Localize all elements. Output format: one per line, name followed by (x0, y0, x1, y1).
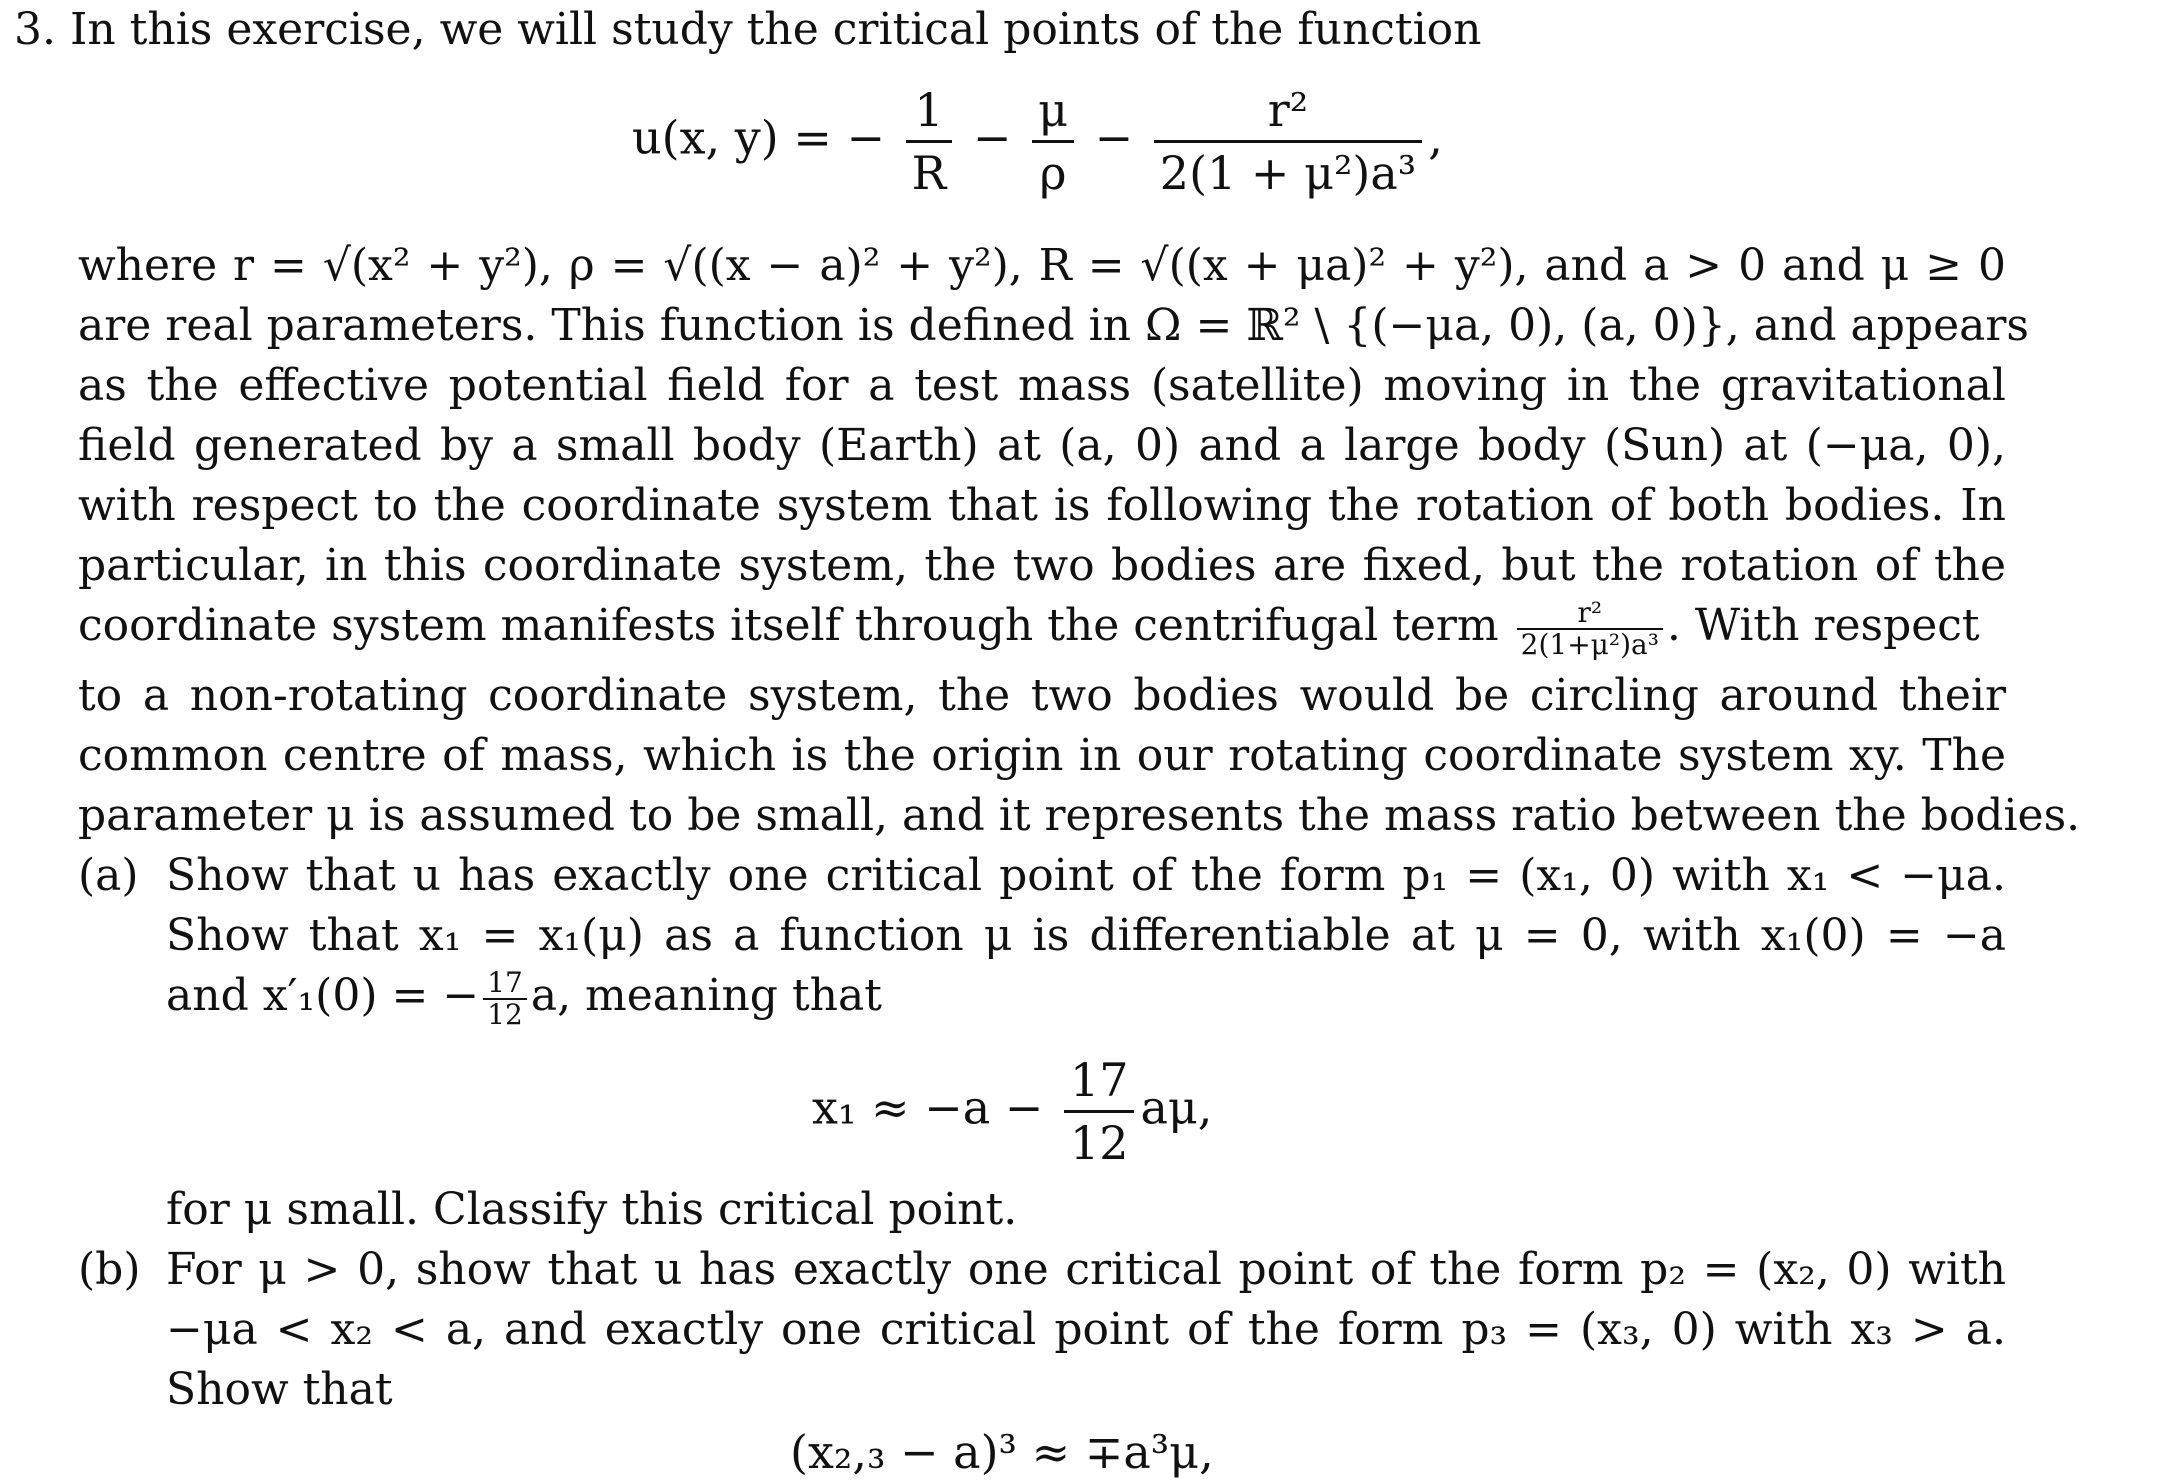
part-b-line-1: For μ > 0, show that u has exactly one critical point of the form p₂ = (x₂, 0) with (166, 1244, 2006, 1295)
part-b-marker: (b) (78, 1244, 141, 1295)
frac-mu-over-rho: $\frac{\mu}{\rho}$ (1032, 80, 1074, 203)
paragraph-line-5: with respect to the coordinate system that is following the rotation of both bodies. In (78, 480, 2006, 531)
frac-17-12: $\frac{17}{12}$ (1064, 1050, 1135, 1173)
paragraph2-line-3: parameter μ is assumed to be small, and it represents the mass ratio between the bodies. (78, 790, 2081, 841)
exercise-intro: 3. In this exercise, we will study the critical points of the function (14, 4, 1482, 55)
paragraph-line-3: as the effective potential field for a test mass (satellite) moving in the gravitational (78, 360, 2006, 411)
function-equation: u(x, y) = − $\frac{1}{R}$ − $\frac{\mu}{\rho}$ − $\frac{\text{r²}}{\text{2(1 + μ²)a³}}$ , (632, 80, 1443, 203)
part-a-line-2: Show that x₁ = x₁(μ) as a function μ is differentiable at μ = 0, with x₁(0) = −a (166, 910, 2006, 961)
part-a-closing: for μ small. Classify this critical point. (166, 1184, 1018, 1235)
part-a-marker: (a) (78, 850, 139, 901)
paragraph-line-1: where r = √(x² + y²), ρ = √((x − a)² + y²), R = √((x + μa)² + y²), and a > 0 and μ ≥ 0 (78, 240, 2006, 291)
paragraph-line-4: field generated by a small body (Earth) at (a, 0) and a large body (Sun) at (−μa, 0), (78, 420, 2006, 471)
part-a-line-1: Show that u has exactly one critical point of the form p₁ = (x₁, 0) with x₁ < −μa. (166, 850, 2006, 901)
paragraph2-line-1: to a non-rotating coordinate system, the two bodies would be circling around their (78, 670, 2006, 721)
paragraph-line-2: are real parameters. This function is defined in Ω = ℝ² \ {(−μa, 0), (a, 0)}, and appears (78, 300, 2029, 351)
frac-centrifugal: $\frac{\text{r²}}{\text{2(1 + μ²)a³}}$ (1154, 80, 1422, 203)
eq-lhs: u(x, y) = − (632, 110, 886, 165)
paragraph-line-6: particular, in this coordinate system, the two bodies are fixed, but the rotation of the (78, 540, 2006, 591)
part-b-line-2: −μa < x₂ < a, and exactly one critical point of the form p₃ = (x₃, 0) with x₃ > a. (166, 1304, 2006, 1355)
part-a-line-3: and x′₁(0) = − $\frac{17}{12}$ a, meaning that (166, 965, 882, 1031)
part-b-line-3: Show that (166, 1364, 393, 1415)
paragraph2-line-2: common centre of mass, which is the origin in our rotating coordinate system xy. The (78, 730, 2006, 781)
inline-frac-17-12: $\frac{17}{12}$ (483, 968, 527, 1030)
x23-approx-equation: (x₂,₃ − a)³ ≈ ∓a³μ, (790, 1425, 1214, 1479)
centrifugal-line: coordinate system manifests itself through the centrifugal term $\frac{\text{r²}}{\text{2(1+μ²)a³}}$ . With respect (78, 595, 1980, 661)
frac-one-over-R: $\frac{1}{R}$ (906, 80, 953, 203)
x1-approx-equation: x₁ ≈ −a − $\frac{17}{12}$ aμ, (812, 1050, 1212, 1173)
inline-frac-centrifugal: $\frac{\text{r²}}{\text{2(1+μ²)a³}}$ (1517, 598, 1663, 660)
